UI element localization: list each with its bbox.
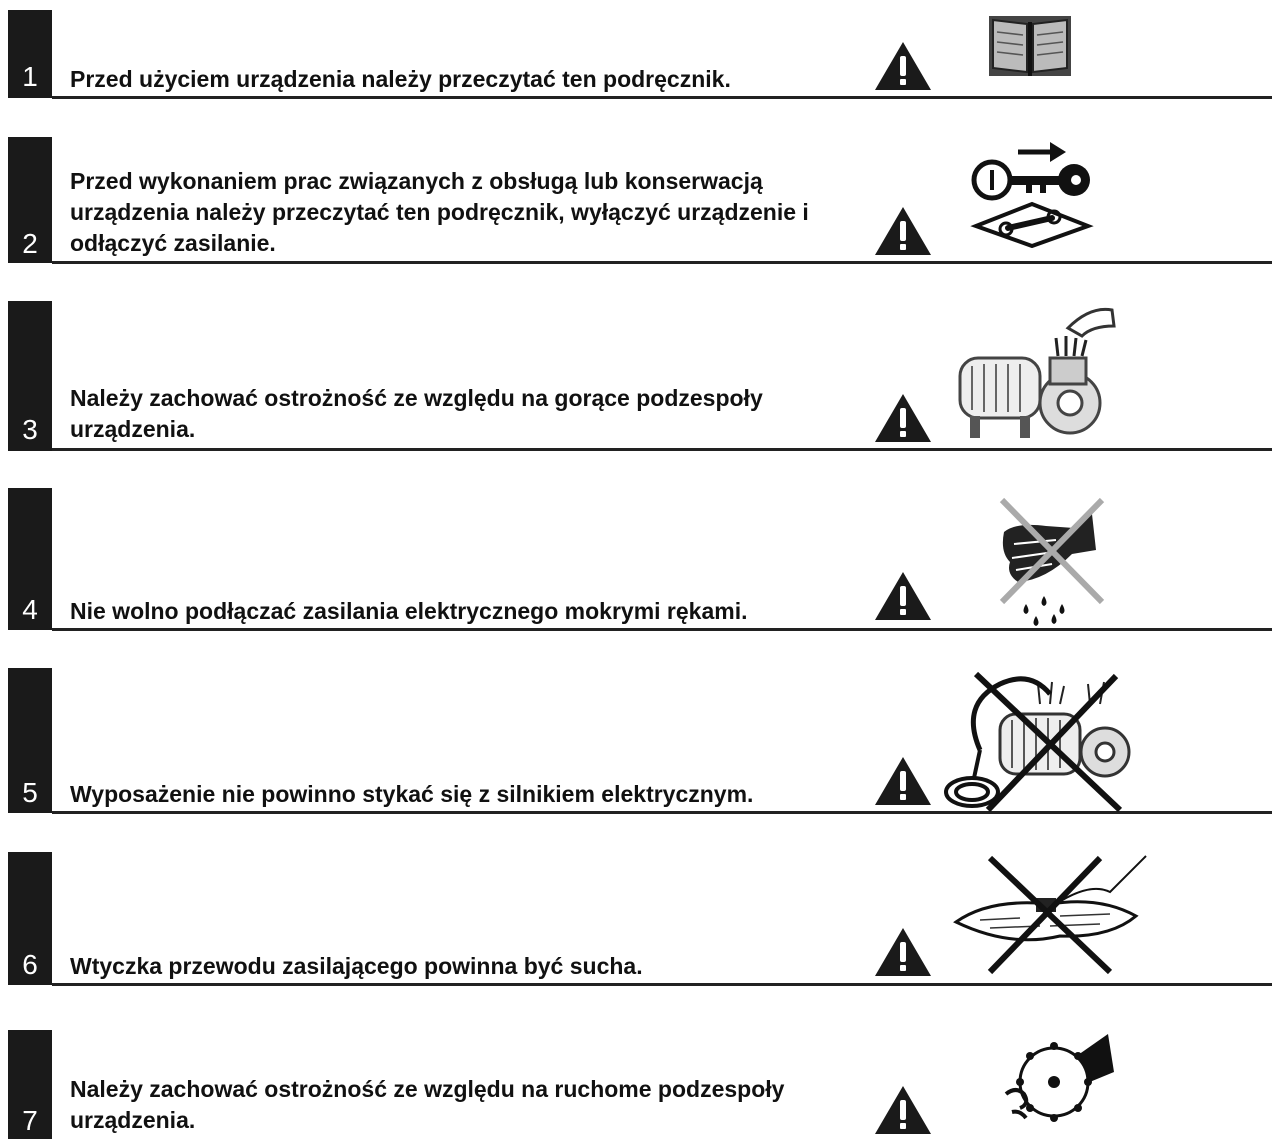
hot-surface-pump-icon	[950, 298, 1120, 448]
warning-triangle-icon	[873, 205, 933, 257]
divider	[52, 261, 1272, 264]
item-number: 4	[22, 594, 38, 625]
item-number: 6	[22, 949, 38, 980]
divider	[52, 628, 1272, 631]
divider	[52, 96, 1272, 99]
power-off-maintenance-icon	[968, 138, 1098, 248]
no-contact-motor-icon	[940, 664, 1140, 814]
dry-plug-icon	[950, 852, 1150, 977]
item-text: Przed wykonaniem prac związanych z obsługą lub konserwacją urządzenia należy przeczytać ten podręcznik, wyłączyć urządzenie i odłączyć zasilanie.	[70, 168, 809, 256]
item-number: 2	[22, 228, 38, 259]
item-text: Wtyczka przewodu zasilającego powinna być sucha.	[70, 953, 643, 979]
item-text: Nie wolno podłączać zasilania elektrycznego mokrymi rękami.	[70, 598, 748, 624]
warning-triangle-icon	[873, 755, 933, 807]
item-number: 7	[22, 1105, 38, 1136]
divider	[52, 448, 1272, 451]
item-number: 5	[22, 777, 38, 808]
warning-triangle-icon	[873, 926, 933, 978]
item-text: Wyposażenie nie powinno stykać się z silnikiem elektrycznym.	[70, 781, 754, 807]
item-number: 1	[22, 61, 38, 92]
warning-triangle-icon	[873, 40, 933, 92]
no-wet-hands-icon	[996, 492, 1108, 627]
divider	[52, 983, 1272, 986]
item-number: 3	[22, 414, 38, 445]
warning-triangle-icon	[873, 1084, 933, 1136]
book-icon	[985, 10, 1075, 82]
moving-parts-fan-icon	[998, 1022, 1118, 1132]
warning-triangle-icon	[873, 392, 933, 444]
warning-triangle-icon	[873, 570, 933, 622]
item-text: Przed użyciem urządzenia należy przeczytać ten podręcznik.	[70, 66, 731, 92]
item-text: Należy zachować ostrożność ze względu na gorące podzespoły urządzenia.	[70, 385, 763, 442]
item-text: Należy zachować ostrożność ze względu na ruchome podzespoły urządzenia.	[70, 1076, 785, 1133]
